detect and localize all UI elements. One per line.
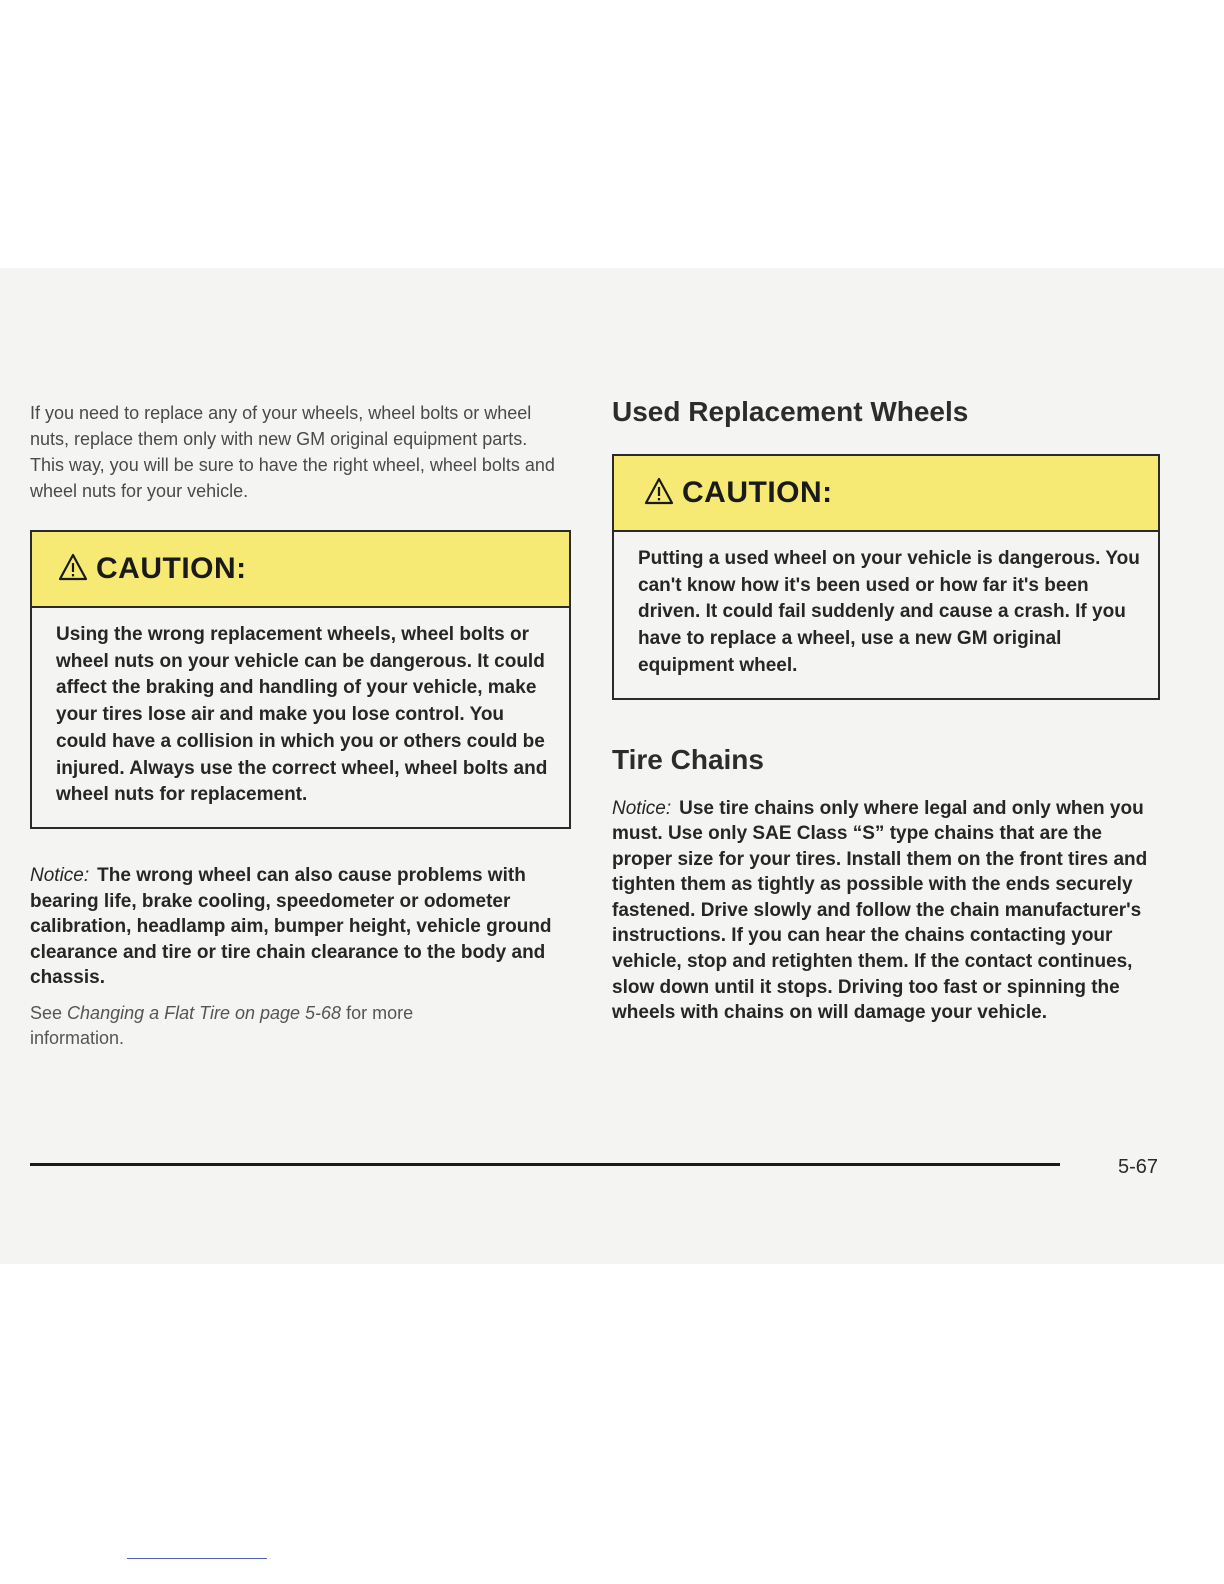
right-column [612, 394, 1160, 1026]
footer-rule [30, 1163, 1060, 1166]
see-also-paragraph [30, 1001, 510, 1051]
page-number: 5-67 [1118, 1156, 1159, 1178]
cross-reference-link[interactable]: Changing a Flat Tire on page 5-68 [67, 1002, 342, 1023]
bottom-divider [127, 1558, 267, 1559]
caution-header-right [614, 456, 1158, 532]
caution-text-left: Using the wrong replacement wheels, wheel bolts or wheel nuts on your vehicle can be dangerous. It could affect the braking and handling of your vehicle, make your tires lose air and make you lose control. You could have a collision in which you or others could be injured. Always use the correct wheel, wheel bolts and wheel nuts for replacement. [56, 624, 548, 806]
notice-paragraph-left [30, 863, 570, 991]
caution-title: CAUTION: [96, 552, 247, 585]
caution-box-right [612, 454, 1160, 700]
notice-label: Notice: [612, 797, 672, 819]
notice-text: The wrong wheel can also cause problems with bearing life, brake cooling, speedometer or odometer calibration, headlamp aim, bumper height, vehicle ground clearance and tire or tire chain clearance to the body and chassis. [30, 864, 552, 989]
warning-triangle-icon [58, 553, 88, 586]
left-column [30, 400, 570, 1051]
section-heading-tire-chains: Tire Chains [612, 743, 764, 775]
caution-text-right: Putting a used wheel on your vehicle is dangerous. You can't know how it's been used or how far it's been driven. It could fail suddenly and cause a crash. If you have to replace a wheel, use a new GM original equipment wheel. [638, 548, 1140, 676]
caution-header-left [32, 532, 569, 608]
caution-title: CAUTION: [682, 476, 833, 509]
notice-text: Use tire chains only where legal and only when you must. Use only SAE Class “S” type chains that are the proper size for your tires. Install them on the front tires and tighten them as tightly as possible with the ends securely fastened. Drive slowly and follow the chain manufacturer's instructions. If you can hear the chains contacting your vehicle, stop and retighten them. If the contact continues, slow down until it stops. Driving too fast or spinning the wheels with chains on will damage your vehicle. [612, 797, 1148, 1024]
see-prefix: See [30, 1002, 63, 1023]
notice-paragraph-right [612, 796, 1160, 1026]
intro-paragraph: If you need to replace any of your wheels, wheel bolts or wheel nuts, replace them only with new GM original equipment parts. This way, you will be sure to have the right wheel, wheel bolts and wheel nuts for your vehicle. [30, 403, 555, 501]
see-suffix: for more information. [30, 1002, 414, 1048]
notice-label: Notice: [30, 864, 90, 886]
caution-box-left [30, 530, 571, 829]
section-heading-used-wheels: Used Replacement Wheels [612, 396, 969, 427]
warning-triangle-icon [644, 477, 674, 510]
